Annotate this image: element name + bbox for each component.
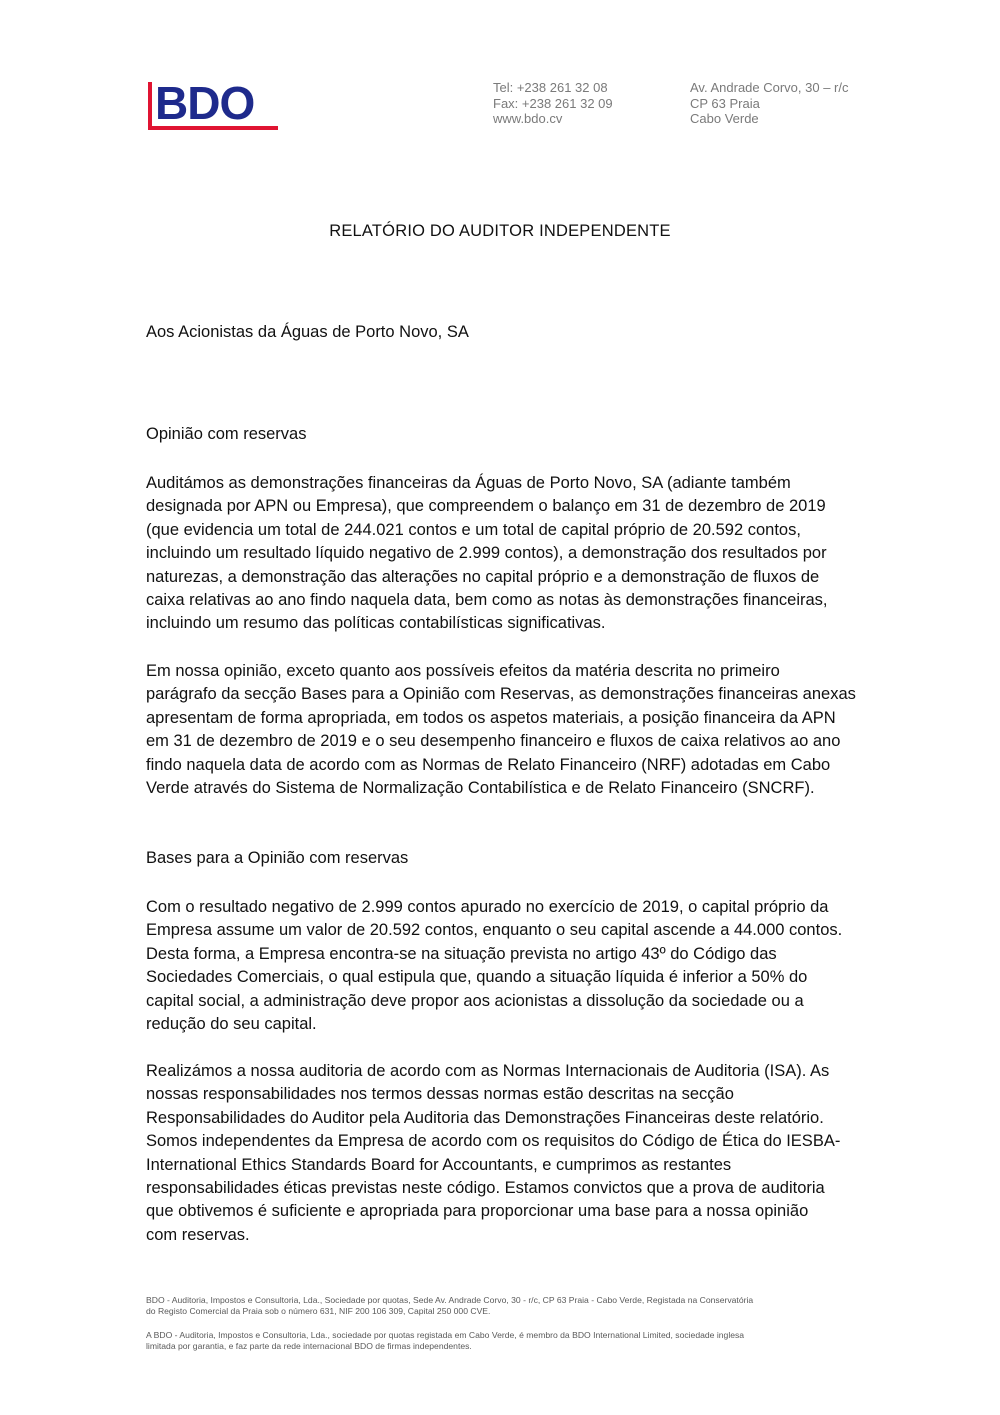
section-heading-bases: Bases para a Opinião com reservas (146, 849, 409, 867)
logo-wordmark: BDO (155, 78, 255, 129)
address-line: CP 63 Praia (690, 95, 760, 111)
text-line: nossas responsabilidades nos termos dessas normas estão descritas na secção (146, 1085, 734, 1104)
addressee: Aos Acionistas da Águas de Porto Novo, SA (146, 323, 469, 341)
section-heading-opinion: Opinião com reservas (146, 425, 307, 443)
text-line: Auditámos as demonstrações financeiras da Águas de Porto Novo, SA (adiante também (146, 474, 791, 492)
text-line: International Ethics Standards Board for Accountants, e cumprimos as restantes (146, 1155, 732, 1174)
text-line: redução do seu capital. (146, 1015, 317, 1034)
text-line: caixa relativas ao ano findo naquela data, bem como as notas às demonstrações financeiras, (146, 591, 828, 610)
text-line: Verde através do Sistema de Normalização Contabilística e de Relato Financeiro (SNCRF). (146, 779, 815, 798)
footer-company-registration (146, 1295, 866, 1317)
text-line: designada por APN ou Empresa), que compreendem o balanço em 31 de dezembro de 2019 (146, 497, 826, 516)
text-line: findo naquela data de acordo com as Normas de Relato Financeiro (NRF) adotadas em Cabo (146, 755, 831, 774)
text-line: (que evidencia um total de 244.021 contos e um total de capital próprio de 20.592 contos, (146, 520, 801, 539)
text-line: com reservas. (146, 1225, 250, 1244)
fax-number: Fax: +238 261 32 09 (493, 95, 613, 111)
paragraph-opinion-2 (146, 660, 894, 800)
address-line: Av. Andrade Corvo, 30 – r/c (690, 80, 849, 95)
bdo-logo (148, 78, 280, 134)
website-link[interactable]: www.bdo.cv (493, 111, 563, 126)
text-line: Realizámos a nossa auditoria de acordo com as Normas Internacionais de Auditoria (ISA). As (146, 1062, 830, 1080)
text-line: Com o resultado negativo de 2.999 contos apurado no exercício de 2019, o capital próprio da (146, 898, 829, 916)
text-line: Empresa assume um valor de 20.592 contos, enquanto o seu capital ascende a 44.000 contos. (146, 921, 843, 940)
contact-info (493, 80, 613, 127)
logo-red-bar (148, 82, 152, 130)
text-line: incluindo um resumo das políticas contabilísticas significativas. (146, 614, 606, 633)
document-title: RELATÓRIO DO AUDITOR INDEPENDENTE (329, 222, 671, 240)
address-line: Cabo Verde (690, 111, 759, 126)
text-line: Responsabilidades do Auditor pela Auditoria das Demonstrações Financeiras deste relatório. (146, 1108, 824, 1127)
footer-line: limitada por garantia, e faz parte da rede internacional BDO de firmas independentes. (146, 1341, 472, 1351)
text-line: Desta forma, a Empresa encontra-se na situação prevista no artigo 43º do Código das (146, 944, 777, 963)
text-line: responsabilidades éticas previstas neste código. Estamos convictos que a prova de auditoria (146, 1179, 825, 1198)
text-line: Em nossa opinião, exceto quanto aos possíveis efeitos da matéria descrita no primeiro (146, 662, 780, 680)
text-line: Sociedades Comerciais, o qual estipula que, quando a situação líquida é inferior a 50% do (146, 968, 808, 987)
text-line: incluindo um resultado líquido negativo de 2.999 contos), a demonstração dos resultados por (146, 544, 827, 563)
text-line: em 31 de dezembro de 2019 e o seu desempenho financeiro e fluxos de caixa relativos ao ano (146, 732, 841, 751)
footer-line: A BDO - Auditoria, Impostos e Consultoria, Lda., sociedade por quotas registada em Cabo Verde, é membro da BDO International Limited, sociedade inglesa (146, 1330, 745, 1340)
text-line: que obtivemos é suficiente e apropriada para proporcionar uma base para a nossa opinião (146, 1202, 809, 1221)
office-address (690, 80, 849, 127)
text-line: capital social, a administração deve propor aos acionistas a dissolução da sociedade ou a (146, 991, 804, 1010)
paragraph-opinion-1 (146, 472, 894, 636)
text-line: naturezas, a demonstração das alterações no capital próprio e a demonstração de fluxos de (146, 567, 820, 586)
paragraph-bases-2 (146, 1060, 894, 1247)
text-line: Somos independentes da Empresa de acordo com os requisitos do Código de Ética do IESBA- (146, 1132, 841, 1151)
paragraph-bases-1 (146, 896, 894, 1036)
phone-number: Tel: +238 261 32 08 (493, 80, 608, 95)
footer-line: BDO - Auditoria, Impostos e Consultoria, Lda., Sociedade por quotas, Sede Av. Andrade Corvo, 30 - r/c, CP 63 Praia - Cabo Verde, Registada na Conservatória (146, 1295, 754, 1305)
footer-line: do Registo Comercial da Praia sob o número 631, NIF 200 106 309, Capital 250 000 CVE. (146, 1306, 491, 1316)
text-line: apresentam de forma apropriada, em todos os aspetos materiais, a posição financeira da APN (146, 708, 836, 727)
footer-network-membership (146, 1330, 866, 1352)
text-line: parágrafo da secção Bases para a Opinião com Reservas, as demonstrações financeiras anexas (146, 685, 856, 704)
